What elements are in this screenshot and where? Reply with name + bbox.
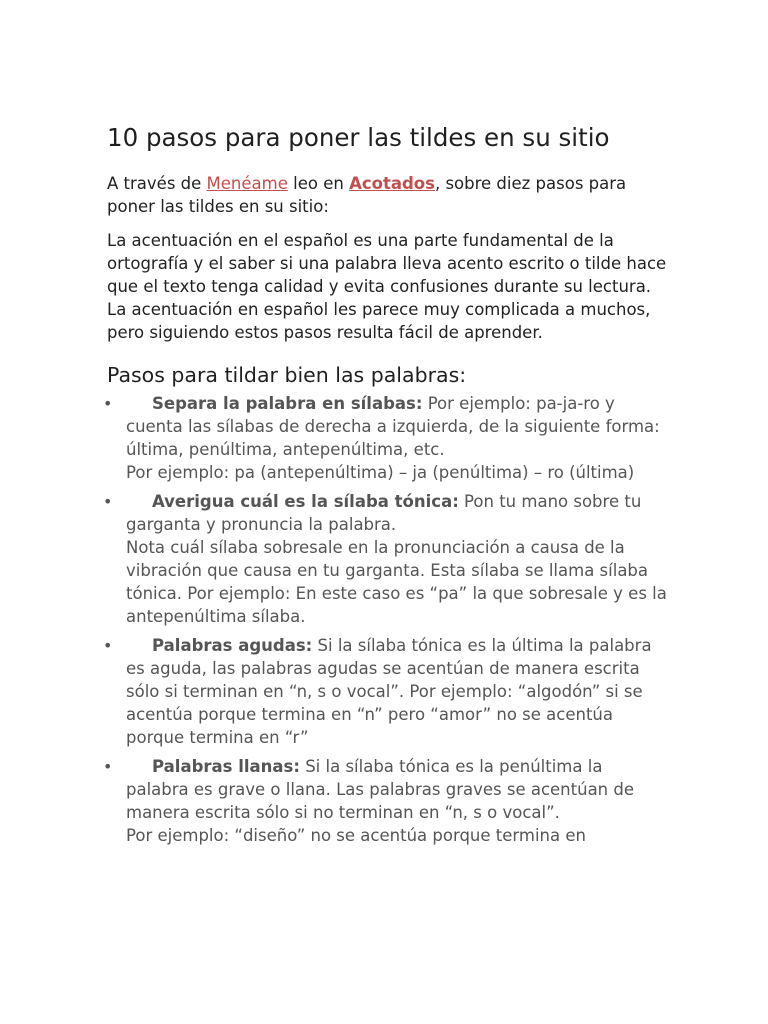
step-text: Por ejemplo: pa-ja-ro y cuenta las sílabas de derecha a izquierda, de la siguiente forma: última, penúltima, antepenúltima, etc. bbox=[126, 394, 660, 459]
list-item bbox=[103, 634, 667, 749]
steps-list bbox=[103, 392, 667, 847]
step-text: Pon tu mano sobre tu garganta y pronuncia la palabra. bbox=[126, 492, 642, 534]
acotados-link[interactable]: Acotados bbox=[349, 174, 435, 193]
step-text: Si la sílaba tónica es la penúltima la palabra es grave o llana. Las palabras graves se acentúan de manera escrita sólo si no terminan en “n, s o vocal”. bbox=[126, 757, 635, 822]
list-item bbox=[103, 490, 667, 628]
meneame-link[interactable]: Menéame bbox=[206, 174, 288, 193]
page-title: 10 pasos para poner las tildes en su sitio bbox=[107, 123, 610, 152]
bullet-icon: • bbox=[103, 492, 113, 511]
body-paragraph: La acentuación en el español es una parte fundamental de la ortografía y el saber si una palabra lleva acento escrito o tilde hace que el texto tenga calidad y evita confusiones durante su lectura. La acentuación en español les parece muy complicada a muchos, pero siguiendo estos pasos resulta fácil de aprender. bbox=[107, 231, 667, 342]
list-item bbox=[103, 755, 667, 847]
intro-prefix: A través de bbox=[107, 174, 207, 193]
document-page bbox=[103, 120, 667, 853]
bullet-icon: • bbox=[103, 394, 113, 413]
step-text: Si la sílaba tónica es la última la palabra es aguda, las palabras agudas se acentúan de manera escrita sólo si terminan en “n, s o vocal”. Por ejemplo: “algodón” si se acentúa porque termina en “n” pero “amor” no se acentúa porque termina en “r” bbox=[126, 636, 652, 747]
step-term: Averigua cuál es la sílaba tónica: bbox=[152, 492, 459, 511]
list-item bbox=[103, 392, 667, 484]
section-heading: Pasos para tildar bien las palabras: bbox=[107, 363, 467, 387]
step-term: Palabras llanas: bbox=[152, 757, 300, 776]
intro-suffix: , sobre diez pasos para poner las tildes en su sitio: bbox=[107, 174, 627, 216]
step-term: Palabras agudas: bbox=[152, 636, 313, 655]
bullet-icon: • bbox=[103, 757, 113, 776]
bullet-icon: • bbox=[103, 636, 113, 655]
step-extra: Nota cuál sílaba sobresale en la pronunciación a causa de la vibración que causa en tu garganta. Esta sílaba se llama sílaba tónica. Por ejemplo: En este caso es “pa” la que sobresale y es la antepenúltima sílaba. bbox=[126, 538, 667, 626]
intro-paragraph bbox=[107, 172, 667, 218]
intro-middle: leo en bbox=[287, 174, 350, 193]
step-extra: Por ejemplo: “diseño” no se acentúa porque termina en bbox=[126, 826, 586, 845]
step-extra: Por ejemplo: pa (antepenúltima) – ja (penúltima) – ro (última) bbox=[126, 463, 635, 482]
step-term: Separa la palabra en sílabas: bbox=[152, 394, 423, 413]
